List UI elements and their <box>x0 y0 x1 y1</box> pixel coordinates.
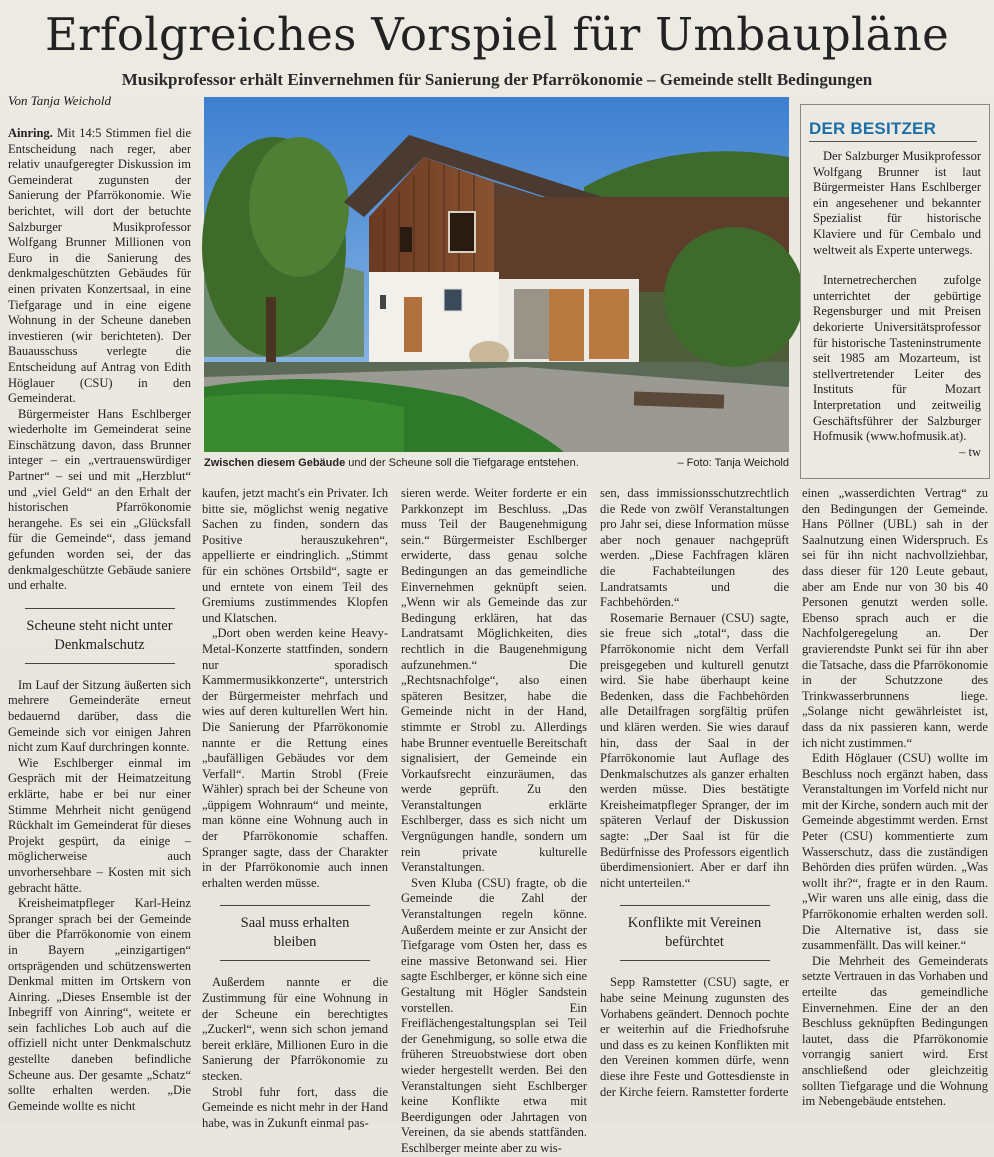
subheadline: Musikprofessor erhält Einvernehmen für Sanierung der Pfarrökonomie – Gemeinde stellt Bedingungen <box>121 70 873 89</box>
sidebar-title: DER BESITZER <box>809 119 937 138</box>
paragraph: Strobl fuhr fort, dass die Gemeinde es nicht mehr in der Hand habe, was in Zukunft einmal pas- <box>202 1084 388 1130</box>
paragraph: Die Mehrheit des Gemeinderats setzte Vertrauen in das Vorhaben und erteilte das gemeindliche Einvernehmen. Eine der an den Beschluss geknüpften Bedingungen lautet, dass die Pfarrökonomie vorrangig saniert wird. Erst anschließend oder gleichzeitig sollten Tiefgarage und die Wohnung im Nebengebäude entstehen. <box>802 953 988 1109</box>
caption-lead: Zwischen diesem Gebäude <box>204 457 346 469</box>
paragraph: Internetrecherchen zufolge unterrichtet der gebürtige Regensburger und mit Preisen dekorierte Universitätsprofessor für historische Tasteninstrumente seit 1985 am Mozarteum, ist stellvertretender Leiter des Instituts für Mozart Interpretation und zeitweilig Geschäftsführer der Salzburger Hofmusik (www.hofmusik.at). – tw <box>813 273 981 459</box>
paragraph: Im Lauf der Sitzung äußerten sich mehrere Gemeinderäte erneut bedauernd darüber, dass die Gemeinde sich vor einigen Jahren nicht zum Kauf durchringen konnte. <box>8 677 191 755</box>
divider <box>809 141 977 142</box>
sidebar-body <box>813 149 981 460</box>
article-column-2 <box>202 486 388 1130</box>
paragraph: „Dort oben werden keine Heavy-Metal-Konzerte stattfinden, sondern nur sporadisch Kammermusikkonzerte“, unterstrich der Bürgermeister mehrfach und wies auf deren kulturellen Wert hin. Die Sanierung der Pfarrökonomie nannte er die Rettung eines „baufälligen Gebäudes vor dem Verfall“. Martin Strobl (Freie Wähler) sprach bei der Scheune von „üppigem Wohnraum“ und meinte, man könne eine Wohnung auch in der Pfarrökonomie schaffen. Spranger sagte, dass der Charakter in der Pfarrökonomie auch innen erhalten werden müsse. <box>202 626 388 890</box>
headline: Erfolgreiches Vorspiel für Umbaupläne <box>44 8 950 61</box>
paragraph: Kreisheimatpfleger Karl-Heinz Spranger sprach bei der Gemeinde über die Pfarrökonomie von einem in Bayern „einzigartigen“ ortsprägenden und schützenswerten Denkmal mitten im Ortskern von Ainring. „Dieses Ensemble ist der Inbegriff von Ainring“, weitete er sein fachliches Lob auch auf die offiziell nicht unter Denkmalschutz gestellte daneben befindliche Scheune aus. Der gesamte „Schatz“ sollte erhalten werden. „Die Gemeinde wollte es nicht <box>8 896 191 1113</box>
paragraph: Edith Höglauer (CSU) wollte im Beschluss noch ergänzt haben, dass Veranstaltungen im Vorfeld nicht nur mit der Kirche, sondern auch mit der Gemeinde abgestimmt werden. Ernst Peter (CSU) kommentierte zum Wasserschutz, dass die zuständigen Behörden dies prüfen würden. „Was wollt ihr?“, fragte er in den Raum. „Wir waren uns alle einig, dass die Pfarrökonomie erhalten werden soll. Die Alternative ist, dass sie zusammenfällt. Das will keiner.“ <box>802 751 988 953</box>
article-photo <box>204 97 789 452</box>
paragraph: Ainring. Mit 14:5 Stimmen fiel die Entscheidung nach reger, aber relativ unaufgeregter Diskussion im Gemeinderat zugunsten der Sanierung der Pfarrökonomie. Wie berichtet, will dort der betuchte Salzburger Musikprofessor Wolfgang Brunner Millionen von Euro in die Sanierung des denkmalgeschützten Gebäudes für einen privaten Konzertsaal, in eine Tiefgarage und in eine eigene Wohnung in der Scheune daneben investieren (wir berichteten). Der Bauausschuss verlegte die Entscheidung auf Antrag von Edith Höglauer (CSU) in den Gemeinderat. <box>8 126 191 406</box>
article-column-5 <box>802 486 988 1116</box>
paragraph: Sepp Ramstetter (CSU) sagte, er habe seine Meinung zugunsten des Vorhabens geändert. Dennoch pochte er weiterhin auf die Friedhofsruhe und dass es zu keinen Konflikten mit den Vereinen kommen dürfe, wenn diese ihre Feste und Gottesdienste in der Kirche feiern. Ramstetter forderte <box>600 975 789 1099</box>
paragraph: Außerdem nannte er die Zustimmung für eine Wohnung in der Scheune ein berechtigtes „Zuckerl“, wenn sich schon jemand bereit erkläre, Millionen Euro in die Sanierung der Pfarrökonomie zu stecken. <box>202 975 388 1083</box>
section-subtitle: Saal muss erhalten bleiben <box>220 905 370 961</box>
paragraph: kaufen, jetzt macht's ein Privater. Ich bitte sie, möglichst wenig negative Sachen zu finden, sondern das Positive herauszukehren“, appellierte er eindringlich. „Stimmt für ein schönes Ortsbild“, sagte er und erntete von einem Teil des Gremiums zustimmendes Klopfen und Klatschen. <box>202 486 388 625</box>
paragraph: Wie Eschlberger einmal im Gespräch mit der Heimatzeitung erklärte, habe er bei nur einer Stimme Mehrheit nicht genügend Rückhalt im Gemeinderat für dieses Projekt gespürt, da einige – möglicherweise auch unvorhersehbare – Kosten mit sich gebracht hätte. <box>8 755 191 895</box>
photo-credit: – Foto: Tanja Weichold <box>677 457 789 469</box>
paragraph: Rosemarie Bernauer (CSU) sagte, sie freue sich „total“, dass die Pfarrökonomie nicht dem Verfall preisgegeben und kulturell genutzt wird. Sie habe überhaupt keine Bedenken, dass die Fachbehörden alle Detailfragen sorgfältig prüfen und klären werden. Sie wies darauf hin, dass der Saal in der Pfarrökonomie laut Auflage des Denkmalschutzes als ganzer erhalten werden müsse. Dies bestätigte Kreisheimatpfleger Spranger, der im späteren Verlauf der Diskussion sagte: „Der Saal ist für die Bedürfnisse des Professors eigentlich überdimensioniert. Aber er darf ihn nicht unterteilen.“ <box>600 610 789 890</box>
photo-caption <box>204 456 789 470</box>
section-subtitle: Scheune steht nicht unter Denkmalschutz <box>25 608 175 664</box>
byline: Von Tanja Weichold <box>8 93 112 108</box>
paragraph: sen, dass immissionsschutzrechtlich die Rede von zwölf Veranstaltungen pro Jahr sei, diese Information müsse aber noch genauer nachgeprüft werden. „Diese Fachfragen klären die Fachabteilungen des Landratsamts und die Fachbehörden.“ <box>600 486 789 610</box>
sidebar-box <box>800 104 990 479</box>
paragraph: einen „wasserdichten Vertrag“ zu den Bedingungen der Gemeinde. Hans Pöllner (UBL) sah in der Saalnutzung einen Widerspruch. Es sei für ihn nicht nachvollziehbar, dass dieser für 120 Leute gebaut, aber am Ende nur von 30 bis 40 Personen genutzt werden solle. Ebenso sprach auch er die Nachfolgeregelung an. Der gravierendste Punkt sei für ihn aber die Tatsache, dass die Pfarrökonomie in der Schutzzone des Trinkwasserbrunnens liege. „Solange nicht gewährleistet ist, dass da nix passieren kann, werde ich nicht zustimmen.“ <box>802 486 988 750</box>
barn-photo-illustration <box>204 97 789 452</box>
article-column-1 <box>8 126 191 1116</box>
paragraph: sieren werde. Weiter forderte er ein Parkkonzept im Beschluss. „Das muss Teil der Baugenehmigung sein.“ Bürgermeister Eschlberger erwiderte, dass genau solche Bedingungen an das gemeindliche Einvernehmen geknüpft seien. „Wenn wir als Gemeinde das zur Bedingung erklären, hat das Landratsamt Möglichkeiten, dies rechtlich in die Baugenehmigung aufzunehmen.“ Die „Rechtsnachfolge“, also einen späteren Besitzer, habe die Gemeinde nicht in der Hand, stimmte er Strobl zu. Allerdings habe Brunner eventuelle Bereitschaft signalisiert, der Gemeinde ein Vorkaufsrecht einzuräumen, das werde geprüft. Zu den Veranstaltungen erklärte Eschlberger, dass es sich nicht um Vergnügungen handle, sondern um rein private kulturelle Veranstaltungen. <box>401 486 587 875</box>
author-initials: – tw <box>959 444 981 459</box>
paragraph: Bürgermeister Hans Eschlberger wiederholte im Gemeinderat seine Einschätzung davon, dass Brunner integer – ein „vertrauenswürdiger Partner“ – sei und mit „Herzblut“ und „viel Geld“ an den Erhalt der historischen Pfarrökonomie herangehe. Es sei ein „Glücksfall für die Gemeinde“, dass jemand gefunden worden sei, der das denkmalgeschützte Gebäude saniere und erhalte. <box>8 406 191 593</box>
section-subtitle: Konflikte mit Vereinen befürchtet <box>620 905 770 961</box>
caption-text: und der Scheune soll die Tiefgarage entstehen. <box>345 457 579 469</box>
paragraph: Sven Kluba (CSU) fragte, ob die Gemeinde die Zahl der Veranstaltungen regeln könne. Außerdem meinte er zur Ansicht der Tiefgarage vom Osten her, dass es eine massive Betonwand sei. Hier sagte Eschlberger, er könne sich eine Gestaltung mit Högler Sandstein vorstellen. Ein Freiflächengestaltungsplan sei Teil der Genehmigung, so solle etwa die früheren Streuobstwiese dort oben wieder hergestellt werden. Bei den Veranstaltungen sieht Eschlberger keine Konflikte etwa mit Beerdigungen oder Jahrtagen von Vereinen, da sie abends stattfänden. Eschlberger meinte aber zu wis- <box>401 875 587 1155</box>
dateline: Ainring. <box>8 126 53 140</box>
paragraph: Der Salzburger Musikprofessor Wolfgang Brunner ist laut Bürgermeister Hans Eschlberger ein angesehener und bekannter Spezialist für historische Klaviere und für Cembalo und weltweit als Experte unterwegs. <box>813 149 981 257</box>
article-column-4 <box>600 486 789 1116</box>
article-column-3 <box>401 486 587 1155</box>
